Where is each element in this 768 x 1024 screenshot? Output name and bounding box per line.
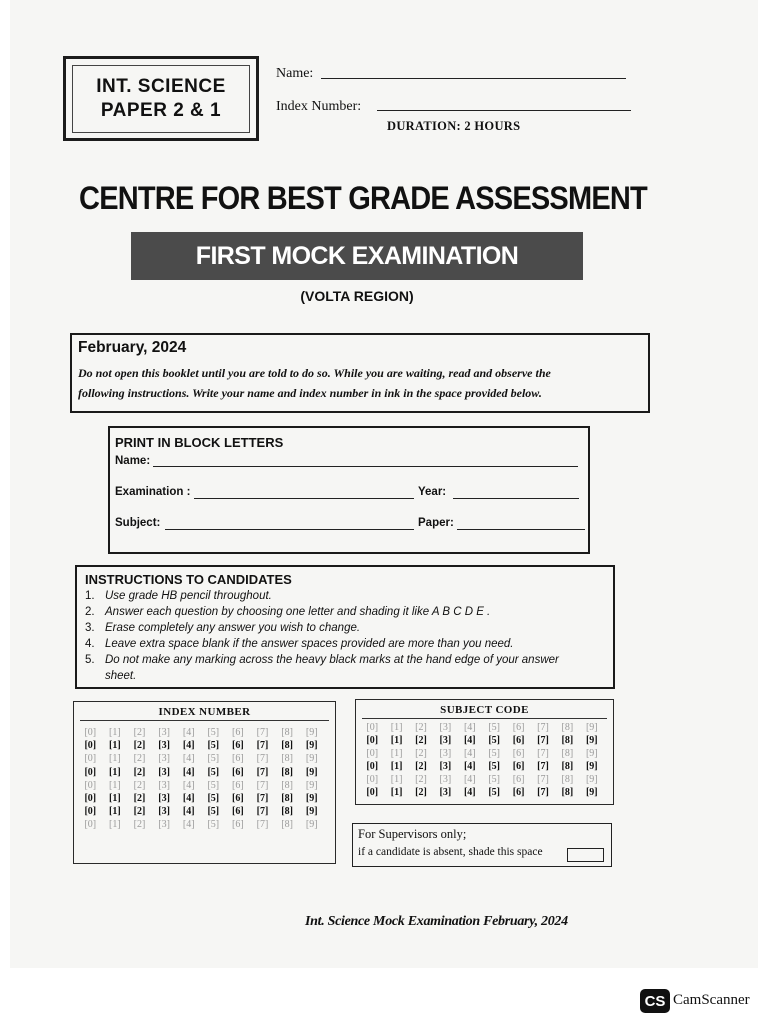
- subject-code-bubble[interactable]: [9]: [585, 735, 598, 746]
- index-number-bubble[interactable]: [6]: [232, 792, 244, 804]
- subject-code-bubble[interactable]: [6]: [512, 748, 525, 759]
- index-number-bubble[interactable]: [1]: [109, 779, 121, 791]
- footer-text: Int. Science Mock Examination February, 2024: [305, 914, 568, 929]
- subject-code-bubble[interactable]: [6]: [512, 774, 525, 785]
- absent-shade-box[interactable]: [567, 848, 604, 862]
- instruction-item: [85, 588, 605, 604]
- index-number-bubble[interactable]: [9]: [305, 727, 318, 738]
- index-number-bubble[interactable]: [6]: [232, 740, 244, 752]
- subject-paper-inner: [72, 65, 250, 133]
- index-number-bubble[interactable]: [9]: [305, 766, 318, 778]
- index-number-bubble[interactable]: [3]: [158, 753, 170, 765]
- subject-code-bubble[interactable]: [6]: [512, 722, 525, 733]
- subject-field[interactable]: [165, 529, 414, 530]
- subject-code-bubble[interactable]: [2]: [415, 748, 427, 759]
- camscanner-label: CamScanner: [673, 992, 750, 1008]
- supervisor-line-2: if a candidate is absent, shade this space: [358, 846, 543, 858]
- instruction-text: Leave extra space blank if the answer spaces provided are more than you need.: [105, 638, 514, 650]
- header-index-label: Index Number:: [276, 99, 362, 114]
- index-number-bubble[interactable]: [4]: [182, 740, 195, 752]
- subject-code-bubble[interactable]: [0]: [366, 722, 379, 733]
- subject-code-bubble[interactable]: [5]: [488, 787, 501, 798]
- index-number-bubble[interactable]: [4]: [182, 766, 195, 778]
- index-number-bubble[interactable]: [4]: [182, 727, 195, 738]
- index-number-bubble[interactable]: [2]: [133, 792, 146, 804]
- block-letters-box: [108, 426, 590, 554]
- instructions-title: INSTRUCTIONS TO CANDIDATES: [85, 572, 292, 587]
- header-index-line[interactable]: [377, 110, 631, 111]
- index-number-bubble[interactable]: [2]: [133, 806, 146, 818]
- index-number-bubble[interactable]: [0]: [84, 766, 97, 778]
- index-number-bubble[interactable]: [3]: [158, 766, 170, 778]
- index-number-bubble[interactable]: [5]: [207, 806, 220, 818]
- instruction-text: Answer each question by choosing one letter and shading it like A B C D E .: [105, 606, 491, 618]
- index-number-bubble[interactable]: [6]: [232, 779, 244, 791]
- subject-code-bubble[interactable]: [0]: [366, 761, 379, 772]
- subject-code-rule: [362, 718, 607, 719]
- instruction-text: Use grade HB pencil throughout.: [105, 590, 272, 602]
- subject-code-bubble[interactable]: [8]: [561, 774, 574, 785]
- subject-code-bubble[interactable]: [3]: [439, 774, 452, 785]
- index-number-bubble[interactable]: [8]: [281, 727, 293, 738]
- index-number-bubble[interactable]: [6]: [232, 753, 244, 765]
- subject-code-grid: [360, 722, 604, 798]
- subject-code-bubble[interactable]: [1]: [390, 774, 403, 785]
- subject-code-bubble[interactable]: [5]: [488, 722, 501, 733]
- index-number-bubble[interactable]: [1]: [109, 740, 121, 752]
- subject-code-bubble[interactable]: [1]: [390, 735, 403, 746]
- index-number-bubble[interactable]: [9]: [305, 819, 318, 831]
- index-number-bubble[interactable]: [5]: [207, 779, 220, 791]
- index-number-bubble[interactable]: [7]: [256, 819, 269, 831]
- subject-code-bubble[interactable]: [4]: [463, 722, 476, 733]
- index-number-bubble[interactable]: [0]: [84, 727, 97, 738]
- subject-code-bubble[interactable]: [6]: [512, 735, 525, 746]
- index-number-bubble[interactable]: [0]: [84, 792, 97, 804]
- subject-code-bubble[interactable]: [3]: [439, 748, 452, 759]
- subject-code-bubble[interactable]: [4]: [463, 787, 476, 798]
- notice-line-1: Do not open this booklet until you are told to do so. While you are waiting, read and observe the: [78, 366, 551, 380]
- index-number-bubble[interactable]: [0]: [84, 806, 97, 818]
- region-subtitle: (VOLTA REGION): [300, 288, 414, 304]
- subject-code-bubble[interactable]: [7]: [537, 722, 549, 733]
- subject-code-bubble[interactable]: [7]: [537, 735, 549, 746]
- index-number-bubble[interactable]: [0]: [84, 819, 97, 831]
- index-number-bubble[interactable]: [8]: [281, 806, 293, 818]
- subject-title: INT. SCIENCE: [96, 75, 226, 97]
- subject-code-bubble[interactable]: [3]: [439, 722, 452, 733]
- index-number-bubble[interactable]: [6]: [232, 727, 244, 738]
- subject-code-bubble[interactable]: [0]: [366, 748, 379, 759]
- index-number-bubble[interactable]: [1]: [109, 727, 121, 738]
- index-number-bubble[interactable]: [1]: [109, 792, 121, 804]
- index-number-bubble[interactable]: [9]: [305, 740, 318, 752]
- index-number-bubble[interactable]: [8]: [281, 753, 293, 765]
- subject-code-bubble[interactable]: [3]: [439, 735, 452, 746]
- subject-code-bubble[interactable]: [9]: [585, 748, 598, 759]
- index-number-bubble[interactable]: [5]: [207, 766, 220, 778]
- index-number-bubble[interactable]: [2]: [133, 727, 146, 738]
- index-number-bubble[interactable]: [0]: [84, 753, 97, 765]
- subject-code-bubble[interactable]: [0]: [366, 787, 379, 798]
- exam-banner: FIRST MOCK EXAMINATION: [131, 232, 583, 280]
- index-number-bubble[interactable]: [4]: [182, 779, 195, 791]
- subject-code-bubble[interactable]: [8]: [561, 735, 574, 746]
- index-number-bubble[interactable]: [0]: [84, 779, 97, 791]
- subject-code-bubble[interactable]: [0]: [366, 735, 379, 746]
- index-number-bubble[interactable]: [7]: [256, 792, 269, 804]
- index-number-bubble[interactable]: [4]: [182, 819, 195, 831]
- supervisor-line-1: For Supervisors only;: [358, 827, 467, 841]
- index-number-bubble[interactable]: [9]: [305, 792, 318, 804]
- index-number-bubble[interactable]: [7]: [256, 779, 269, 791]
- notice-line-2: following instructions. Write your name and index number in ink in the space provided below.: [78, 386, 542, 400]
- header-name-line[interactable]: [321, 78, 626, 79]
- subject-code-bubble[interactable]: [2]: [415, 774, 427, 785]
- index-number-bubble[interactable]: [5]: [207, 753, 220, 765]
- instruction-item: [85, 620, 605, 636]
- subject-code-bubble[interactable]: [4]: [463, 774, 476, 785]
- instruction-text: Do not make any marking across the heavy black marks at the hand edge of your answer: [105, 654, 559, 666]
- instruction-number: 4.: [85, 638, 95, 650]
- instruction-number: 1.: [85, 590, 95, 602]
- instruction-number: [85, 668, 105, 684]
- subject-code-bubble[interactable]: [1]: [390, 748, 403, 759]
- instruction-number: 2.: [85, 606, 95, 618]
- subject-code-bubble[interactable]: [4]: [463, 748, 476, 759]
- index-number-bubble[interactable]: [4]: [182, 753, 195, 765]
- instruction-item: [85, 604, 605, 620]
- paper-label: Paper:: [418, 517, 454, 529]
- supervisor-box: [352, 823, 612, 867]
- subject-code-bubble[interactable]: [4]: [463, 761, 476, 772]
- index-number-bubble[interactable]: [6]: [232, 806, 244, 818]
- subject-code-bubble[interactable]: [5]: [488, 735, 501, 746]
- instruction-number: 3.: [85, 622, 95, 634]
- subject-code-bubble[interactable]: [2]: [415, 787, 427, 798]
- index-number-bubble[interactable]: [3]: [158, 727, 170, 738]
- index-number-bubble[interactable]: [7]: [256, 727, 269, 738]
- instructions-list: [85, 588, 605, 684]
- index-number-bubble[interactable]: [6]: [232, 819, 244, 831]
- instruction-item: [85, 636, 605, 652]
- subject-code-bubble[interactable]: [1]: [390, 722, 403, 733]
- year-label: Year:: [418, 486, 447, 498]
- block-letters-heading: PRINT IN BLOCK LETTERS: [115, 435, 284, 450]
- index-number-bubble[interactable]: [3]: [158, 740, 170, 752]
- index-number-bubble[interactable]: [9]: [305, 753, 318, 765]
- index-number-bubble[interactable]: [4]: [182, 792, 195, 804]
- index-number-bubble[interactable]: [8]: [281, 819, 293, 831]
- year-field[interactable]: [453, 498, 579, 499]
- subject-code-bubble[interactable]: [4]: [463, 735, 476, 746]
- paper-field[interactable]: [457, 529, 585, 530]
- subject-code-bubble[interactable]: [6]: [512, 761, 525, 772]
- index-number-box: [73, 701, 336, 864]
- centre-title: CENTRE FOR BEST GRADE ASSESSMENT: [79, 181, 647, 217]
- instruction-text: Erase completely any answer you wish to change.: [105, 622, 361, 634]
- notice-box: [70, 333, 650, 413]
- subject-code-bubble[interactable]: [8]: [561, 787, 574, 798]
- index-number-bubble[interactable]: [8]: [281, 792, 293, 804]
- index-number-grid: [78, 727, 324, 830]
- subject-code-bubble[interactable]: [7]: [537, 748, 549, 759]
- index-number-bubble[interactable]: [5]: [207, 792, 220, 804]
- subject-code-bubble[interactable]: [5]: [488, 761, 501, 772]
- subject-code-bubble[interactable]: [9]: [585, 761, 598, 772]
- index-number-bubble[interactable]: [1]: [109, 766, 121, 778]
- subject-code-bubble[interactable]: [7]: [537, 787, 549, 798]
- subject-code-bubble[interactable]: [5]: [488, 748, 501, 759]
- index-number-bubble[interactable]: [2]: [133, 779, 146, 791]
- index-number-bubble[interactable]: [5]: [207, 740, 220, 752]
- index-number-bubble[interactable]: [2]: [133, 753, 146, 765]
- subject-code-title: SUBJECT CODE: [440, 704, 529, 716]
- camscanner-logo-icon: CS: [640, 989, 670, 1013]
- index-number-bubble[interactable]: [7]: [256, 740, 269, 752]
- examination-field[interactable]: [194, 498, 414, 499]
- index-number-bubble[interactable]: [7]: [256, 806, 269, 818]
- subject-code-bubble[interactable]: [1]: [390, 761, 403, 772]
- index-number-bubble[interactable]: [1]: [109, 806, 121, 818]
- index-number-bubble[interactable]: [2]: [133, 819, 146, 831]
- index-number-bubble[interactable]: [5]: [207, 819, 220, 831]
- header-name-label: Name:: [276, 66, 314, 81]
- subject-code-bubble[interactable]: [2]: [415, 735, 427, 746]
- subject-code-bubble[interactable]: [8]: [561, 761, 574, 772]
- index-number-bubble[interactable]: [0]: [84, 740, 97, 752]
- index-number-bubble[interactable]: [3]: [158, 806, 170, 818]
- paper-title: PAPER 2 & 1: [100, 99, 222, 121]
- instruction-number: 5.: [85, 654, 95, 666]
- index-number-bubble[interactable]: [8]: [281, 766, 293, 778]
- index-number-bubble[interactable]: [1]: [109, 753, 121, 765]
- subject-code-bubble[interactable]: [9]: [585, 722, 598, 733]
- index-number-bubble[interactable]: [3]: [158, 792, 170, 804]
- index-number-bubble[interactable]: [2]: [133, 766, 146, 778]
- subject-code-bubble[interactable]: [8]: [561, 722, 574, 733]
- subject-code-bubble[interactable]: [6]: [512, 787, 525, 798]
- index-number-bubble[interactable]: [7]: [256, 766, 269, 778]
- subject-code-bubble[interactable]: [9]: [585, 787, 598, 798]
- index-number-bubble[interactable]: [6]: [232, 766, 244, 778]
- subject-code-bubble[interactable]: [3]: [439, 761, 452, 772]
- block-name-field[interactable]: [153, 466, 578, 467]
- index-number-bubble[interactable]: [9]: [305, 779, 318, 791]
- subject-code-box: [355, 699, 614, 805]
- subject-paper-box: [63, 56, 259, 141]
- instruction-item: [85, 668, 605, 684]
- subject-label: Subject:: [115, 517, 161, 529]
- instructions-box: [75, 565, 615, 689]
- index-number-bubble[interactable]: [2]: [133, 740, 146, 752]
- index-number-bubble[interactable]: [1]: [109, 819, 121, 831]
- subject-code-bubble[interactable]: [0]: [366, 774, 379, 785]
- subject-code-bubble[interactable]: [1]: [390, 787, 403, 798]
- index-number-bubble[interactable]: [8]: [281, 779, 293, 791]
- subject-code-bubble[interactable]: [2]: [415, 761, 427, 772]
- index-number-bubble[interactable]: [3]: [158, 819, 170, 831]
- subject-code-bubble[interactable]: [5]: [488, 774, 501, 785]
- subject-code-bubble[interactable]: [2]: [415, 722, 427, 733]
- block-name-label: Name:: [115, 455, 151, 467]
- duration-text: DURATION: 2 HOURS: [387, 119, 521, 133]
- instruction-text: sheet.: [105, 670, 137, 682]
- subject-code-bubble[interactable]: [7]: [537, 761, 549, 772]
- examination-label: Examination :: [115, 486, 191, 498]
- index-number-bubble[interactable]: [9]: [305, 806, 318, 818]
- index-number-bubble[interactable]: [4]: [182, 806, 195, 818]
- subject-code-bubble[interactable]: [3]: [439, 787, 452, 798]
- index-number-bubble[interactable]: [8]: [281, 740, 293, 752]
- instruction-item: [85, 652, 605, 668]
- subject-code-bubble[interactable]: [8]: [561, 748, 574, 759]
- index-number-title: INDEX NUMBER: [158, 706, 251, 718]
- index-number-bubble[interactable]: [3]: [158, 779, 170, 791]
- subject-code-bubble[interactable]: [7]: [537, 774, 549, 785]
- index-number-bubble[interactable]: [5]: [207, 727, 220, 738]
- index-number-bubble[interactable]: [7]: [256, 753, 269, 765]
- index-number-rule: [80, 720, 329, 721]
- exam-date: February, 2024: [78, 339, 187, 356]
- subject-code-bubble[interactable]: [9]: [585, 774, 598, 785]
